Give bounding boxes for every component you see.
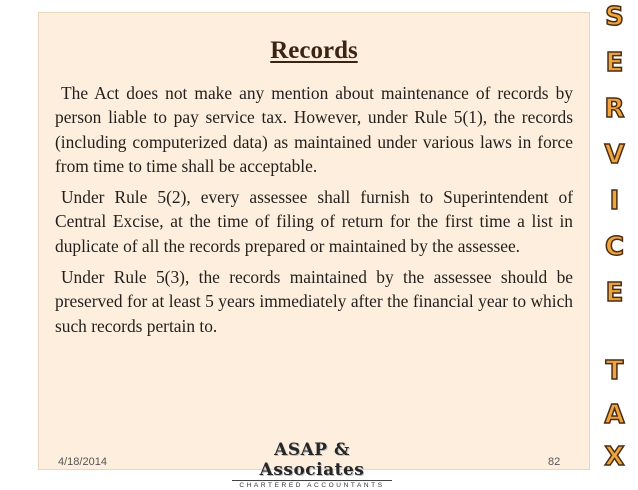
sidebar-letter: V bbox=[604, 140, 625, 170]
sidebar-letter: C bbox=[604, 232, 625, 262]
logo-name: ASAP & Associates bbox=[259, 440, 365, 480]
paragraph-rule-5-1: The Act does not make any mention about maintenance of records by person liable to pay service tax. However, under Rule 5(1), the records (including computerized data) as maintained under various laws in force from time to time shall be acceptable. bbox=[55, 83, 573, 176]
sidebar-letter: X bbox=[604, 442, 625, 472]
sidebar-letter: R bbox=[604, 94, 625, 124]
sidebar-letter: E bbox=[605, 278, 624, 308]
sidebar-letter: I bbox=[609, 186, 620, 216]
slide-body bbox=[55, 81, 573, 338]
service-tax-sidebar bbox=[591, 0, 638, 479]
slide-panel bbox=[38, 12, 590, 470]
logo-tagline: CHARTERED ACCOUNTANTS bbox=[232, 480, 392, 490]
slide-date: 4/18/2014 bbox=[58, 456, 107, 468]
slide-title: Records bbox=[270, 37, 358, 64]
sidebar-letter: S bbox=[605, 2, 624, 32]
sidebar-letter: T bbox=[605, 356, 624, 386]
sidebar-letter: A bbox=[604, 400, 625, 430]
paragraph-rule-5-2: Under Rule 5(2), every assessee shall furnish to Superintendent of Central Excise, at the time of filing of return for the first time a list in duplicate of all the records prepared or maintained by the assessee. bbox=[55, 187, 573, 256]
page-number: 82 bbox=[548, 456, 561, 468]
firm-logo bbox=[226, 440, 398, 489]
sidebar-letter: E bbox=[605, 48, 624, 78]
paragraph-rule-5-3: Under Rule 5(3), the records maintained by the assessee should be preserved for at least 5 years immediately after the financial year to which such records pertain to. bbox=[55, 267, 573, 336]
